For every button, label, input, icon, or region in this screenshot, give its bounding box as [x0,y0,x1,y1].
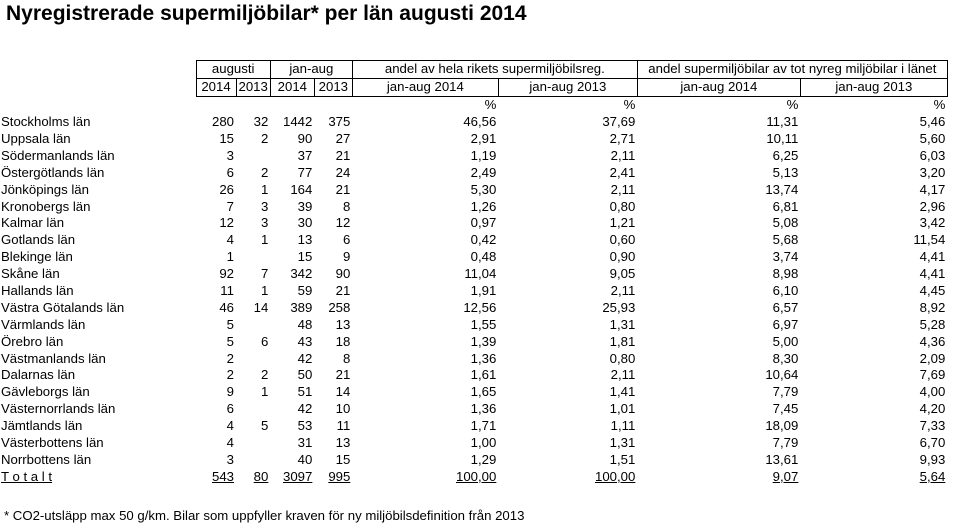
table-cell: 1,11 [610,418,636,434]
table-cell: 1,71 [470,418,497,434]
table-cell: 5,30 [470,181,497,197]
table-cell: 1,21 [609,215,636,231]
table-cell: 51 [297,384,313,400]
table-row [0,367,947,384]
table-row [0,435,947,452]
table-cell: 1,19 [470,147,497,163]
table-cell: 0,42 [470,232,497,248]
table-cell: 3097 [283,468,313,484]
table-cell: 0,80 [609,198,636,214]
table-cell: 2,71 [609,131,636,146]
table-cell: 389 [290,299,313,315]
table-cell: 4 [226,435,234,451]
table-cell: 1,01 [609,401,636,417]
table-cell: 5,60 [919,131,946,146]
table-cell: 1,29 [470,451,497,467]
table-cell: 9 [343,249,351,265]
table-cell: 6 [261,333,269,349]
table-cell: 1,36 [470,350,497,366]
table-cell: 258 [328,299,351,315]
table-cell: 2,91 [470,131,497,146]
header-year: 2013 [314,78,352,96]
table-cell: 3,42 [919,215,946,231]
table-cell: 6 [226,164,234,180]
table-cell: 6,10 [772,283,799,299]
table-cell: 5 [226,333,234,349]
table-cell: 1,55 [470,316,497,332]
county-name: Kalmar län [1,215,65,231]
table-row [0,131,947,148]
table-row [0,147,947,164]
table-cell: 1 [261,181,269,197]
table-cell: 5,46 [919,114,946,130]
county-name: Stockholms län [1,114,91,130]
table-cell: 10,11 [766,131,799,146]
table-cell: 6,70 [919,435,946,451]
table-cell: 100,00 [595,468,636,484]
table-cell: 0,90 [609,249,636,265]
county-name: Blekinge län [1,249,73,265]
table-cell: 37 [297,147,313,163]
table-cell: 1442 [283,114,313,130]
table-cell: 5,68 [772,232,799,248]
table-cell: 342 [290,266,313,282]
table-cell: 0,60 [609,232,636,248]
table-cell: 2 [261,164,269,180]
table-cell: 0,80 [609,350,636,366]
table-cell: 42 [297,401,313,417]
table-cell: 8,98 [772,266,799,282]
table-cell: 6,81 [772,198,799,214]
table-cell: 4,41 [919,249,946,265]
table-cell: 50 [297,367,313,383]
table-cell: 2 [261,367,269,383]
table-cell: 9,93 [919,451,946,467]
table-cell: 15 [297,249,313,265]
table-cell: 8,92 [919,299,946,315]
header-period: jan-aug 2014 [352,78,498,96]
table-cell: 25,93 [602,299,636,315]
table-row [0,299,947,316]
table-cell: 92 [219,266,234,282]
header-unit: % [623,97,636,113]
table-cell: 3 [226,451,234,467]
header-period: jan-aug 2013 [800,78,947,96]
table-cell: 2 [226,367,234,383]
table-cell: 15 [219,131,234,146]
page-title: Nyregistrerade supermiljöbilar* per län augusti 2014 [6,2,527,25]
table-cell: 21 [335,181,351,197]
table-cell: 9,07 [772,468,799,484]
table-cell: 4,36 [919,333,946,349]
table-cell: 46 [219,299,234,315]
table-cell: 1,61 [470,367,497,383]
table-cell: 13 [335,316,351,332]
footnote: * CO2-utsläpp max 50 g/km. Bilar som uppfyller kraven för ny miljöbilsdefinition från 2013 [4,508,525,523]
table-cell: 5,13 [772,164,799,180]
table-cell: 13,61 [765,451,799,467]
table-cell: 8 [343,198,351,214]
table-cell: 12 [219,215,234,231]
table-cell: 5,28 [919,316,946,332]
header-year: 2014 [270,78,314,96]
header-unit: % [933,97,946,113]
table-cell: 0,97 [470,215,497,231]
county-name: Kronobergs län [1,198,91,214]
table-row [0,215,947,232]
table-cell: 280 [211,114,234,130]
table-cell: 42 [297,350,313,366]
table-cell: 1,65 [470,384,497,400]
table-cell: 90 [335,266,351,282]
table-cell: 543 [211,468,234,484]
header-unit: % [484,97,497,113]
table-cell: 13,74 [765,181,799,197]
table-cell: 32 [253,114,269,130]
table-row [0,283,947,300]
county-name: Jönköpings län [1,181,89,197]
table-cell: 24 [335,164,351,180]
table-cell: 1,36 [470,401,497,417]
table-cell [236,147,270,164]
registration-table [0,60,948,485]
table-row [0,232,947,249]
header-period: jan-aug 2013 [498,78,637,96]
table-cell: 5 [261,418,269,434]
table-cell: 2 [226,350,234,366]
table-cell: 7,33 [919,418,946,434]
table-cell: 0,48 [470,249,497,265]
table-cell: 1,51 [609,451,636,467]
table-cell: 11,54 [913,232,946,248]
table-cell: 6,03 [919,147,946,163]
total-label: T o t a l t [1,468,53,484]
county-name: Örebro län [1,333,64,349]
table-row [0,316,947,333]
table-cell: 18,09 [765,418,799,434]
table-cell: 5,00 [772,333,799,349]
table-cell: 5,64 [919,468,946,484]
table-cell: 6,57 [772,299,799,315]
table-cell: 1,31 [609,316,636,332]
table-cell: 4 [226,418,234,434]
table-cell: 1 [261,384,269,400]
table-row [0,114,947,131]
table-cell: 1 [226,249,234,265]
table-cell: 100,00 [456,468,497,484]
table-cell: 2,96 [919,198,946,214]
table-cell: 18 [335,333,351,349]
table-cell: 3 [261,215,269,231]
table-cell: 9,05 [609,266,636,282]
header-row-units [0,96,947,113]
header-unit: % [786,97,799,113]
county-name: Västra Götalands län [1,299,125,315]
county-name: Gävleborgs län [1,384,90,400]
table-cell: 21 [335,147,351,163]
table-cell: 5,08 [772,215,799,231]
header-augusti: augusti [196,61,270,79]
table-cell: 8 [343,350,351,366]
table-row [0,249,947,266]
county-name: Dalarnas län [1,367,76,383]
table-cell: 9 [226,384,234,400]
table-cell: 11 [220,283,234,299]
table-cell [236,249,270,266]
table-row [0,164,947,181]
table-cell: 39 [297,198,313,214]
table-cell: 4,20 [919,401,946,417]
county-name: Västmanlands län [1,350,106,366]
table-cell: 14 [253,299,269,315]
table-cell: 1,31 [609,435,636,451]
table-row [0,401,947,418]
table-cell: 2,11 [610,283,636,299]
table-cell: 10,64 [765,367,799,383]
table-cell: 11,04 [464,266,497,282]
table-cell: 2,11 [610,181,636,197]
table-cell: 59 [297,283,313,299]
header-year: 2013 [236,78,270,96]
table-cell: 21 [335,283,351,299]
table-cell: 1,26 [470,198,497,214]
table-cell: 1 [261,232,269,248]
table-cell: 1,91 [470,283,497,299]
table-cell [236,350,270,367]
table-cell: 53 [297,418,313,434]
table-cell: 1,81 [609,333,636,349]
table-cell: 2,41 [609,164,636,180]
county-name: Västernorrlands län [1,401,116,417]
table-row [0,451,947,468]
header-year: 2014 [196,78,236,96]
table-cell: 3,20 [919,164,946,180]
table-cell: 40 [297,451,313,467]
table-cell: 80 [253,468,269,484]
table-cell: 7 [226,198,234,214]
table-cell: 2,11 [610,367,636,383]
table-cell: 12 [335,215,351,231]
table-cell: 6,97 [772,316,799,332]
table-row [0,384,947,401]
table-row [0,418,947,435]
table-cell: 7,69 [919,367,946,383]
table-cell: 13 [335,435,351,451]
table-cell: 14 [335,384,351,400]
table-cell: 4,00 [919,384,946,400]
table-cell: 2,09 [919,350,946,366]
header-share-county: andel supermiljöbilar av tot nyreg miljöbilar i länet [637,61,947,79]
county-name: Gotlands län [1,232,76,248]
table-cell: 6,25 [772,147,799,163]
table-cell: 4 [226,232,234,248]
table-cell: 13 [297,232,313,248]
table-cell [236,435,270,452]
table-cell: 5 [226,316,234,332]
header-period: jan-aug 2014 [637,78,800,96]
table-cell: 10 [335,401,351,417]
county-name: Norrbottens län [1,451,92,467]
table-cell: 37,69 [602,114,636,130]
table-cell: 1,00 [470,435,497,451]
table-cell: 11 [336,418,351,434]
county-name: Skåne län [1,266,60,282]
table-cell: 6 [226,401,234,417]
county-name: Värmlands län [1,316,86,332]
table-cell: 3,74 [772,249,799,265]
table-cell: 4,41 [919,266,946,282]
table-cell: 90 [297,131,313,146]
table-cell: 48 [297,316,313,332]
county-name: Södermanlands län [1,147,115,163]
county-name: Västerbottens län [1,435,104,451]
table-cell: 2,49 [470,164,497,180]
table-cell: 1 [261,283,269,299]
table-cell: 30 [297,215,313,231]
table-cell: 7 [261,266,269,282]
table-cell: 3 [226,147,234,163]
table-cell: 46,56 [463,114,497,130]
table-cell: 8,30 [772,350,799,366]
table-cell: 7,79 [772,384,799,400]
header-share-national: andel av hela rikets supermiljöbilsreg. [352,61,637,79]
county-name: Jämtlands län [1,418,83,434]
table-cell: 1,39 [470,333,497,349]
table-cell: 27 [335,131,351,146]
table-cell: 995 [328,468,351,484]
table-cell: 2,11 [610,147,636,163]
table-cell: 7,45 [772,401,799,417]
header-jan-aug: jan-aug [270,61,352,79]
table-cell: 2 [261,131,269,146]
table-cell [236,401,270,418]
county-name: Uppsala län [1,131,71,146]
table-row [0,350,947,367]
county-name: Hallands län [1,283,74,299]
table-cell: 1,41 [609,384,636,400]
table-cell: 7,79 [772,435,799,451]
table-row [0,333,947,350]
header-row-1 [0,61,947,79]
table-cell: 4,45 [919,283,946,299]
total-row [0,468,947,485]
table-cell: 43 [297,333,313,349]
table-row [0,266,947,283]
table-cell: 15 [335,451,351,467]
table-cell: 77 [297,164,313,180]
table-row [0,198,947,215]
table-cell: 164 [290,181,313,197]
header-row-2 [0,78,947,96]
table-cell: 31 [297,435,313,451]
table-cell: 6 [343,232,351,248]
table-cell: 21 [335,367,351,383]
table-cell: 11,31 [766,114,799,130]
table-cell: 375 [328,114,351,130]
table-cell [236,316,270,333]
table-cell: 3 [261,198,269,214]
table-cell: 4,17 [919,181,946,197]
table-cell: 12,56 [463,299,497,315]
table-cell [236,451,270,468]
table-cell: 26 [219,181,234,197]
county-name: Östergötlands län [1,164,105,180]
table-row [0,181,947,198]
